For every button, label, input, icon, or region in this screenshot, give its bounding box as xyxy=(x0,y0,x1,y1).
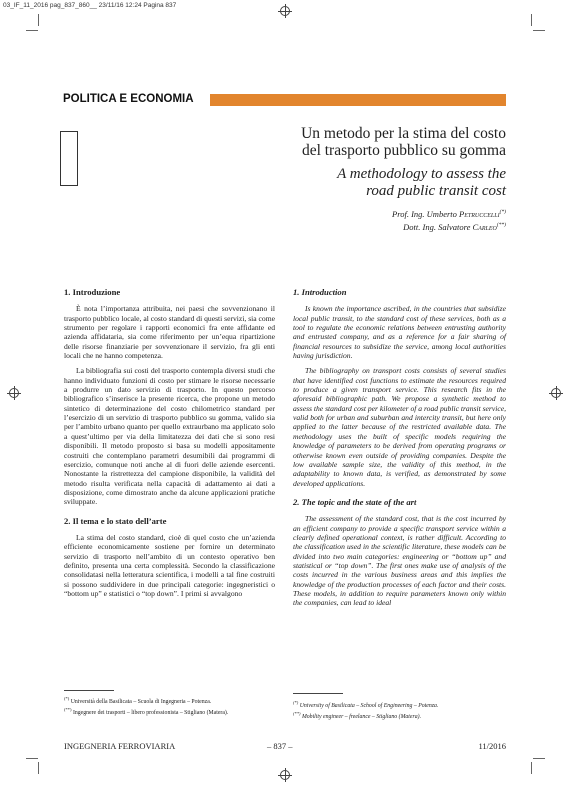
author-name: Prof. Ing. Umberto xyxy=(392,208,460,219)
title-italian xyxy=(186,125,506,159)
footnote: (*) University of Basilicata – School of Engineering – Potenza. xyxy=(293,700,439,709)
author-line xyxy=(246,220,506,233)
italian-column xyxy=(64,288,275,598)
english-column xyxy=(293,288,506,608)
crop-mark xyxy=(533,758,545,759)
crop-mark xyxy=(38,14,39,26)
decorative-frame xyxy=(60,131,78,186)
section-accent-bar xyxy=(210,94,506,106)
footnote-rule xyxy=(293,693,343,694)
crop-mark xyxy=(531,762,532,774)
heading-introduzione: 1. Introduzione xyxy=(64,287,121,297)
registration-mark-icon xyxy=(280,6,290,16)
heading-topic: 2. The topic and the state of the art xyxy=(293,496,417,507)
title-english-line: A methodology to assess the xyxy=(337,166,506,182)
heading-tema: 2. Il tema e lo stato dell’arte xyxy=(64,515,167,526)
registration-mark-icon xyxy=(280,770,290,780)
footnote: (**) Mobility engineer – freelance – Stigliano (Matera). xyxy=(293,710,422,720)
page-number: – 837 – xyxy=(267,741,293,751)
title-italian-line: Un metodo per la stima del costo xyxy=(301,125,506,142)
author-list xyxy=(246,207,506,233)
footnote: (*) Università della Basilicata – Scuola di Ingegneria – Potenza. xyxy=(64,696,212,705)
paragraph: The assessment of the standard cost, that is the cost incurred by an efficient company to provide a specific transport service within a clearly defined operational context, is rather difficult. According to the classification used in the scientific literature, these models can be divided into two main categories: engineering or “bottom up” and statistical or “top down”. The first ones make use of analysis of the costs incurred in the various business areas and this implies the knowledge of the production processes of each factor and their costs. These models, in addition to require parameters known only within the companies, can lead to ideal xyxy=(293,514,506,608)
issue-date: 11/2016 xyxy=(478,741,506,751)
paragraph: Is known the importance ascribed, in the countries that subsidize local public transit, to the standard cost of these services, both as a tool to regulate the economic relations between entrusting authority and entrusted company, and as a reference for a fair sharing of financial resources to subsidize the service, among local authorities having jurisdiction. xyxy=(293,304,506,361)
journal-name: INGEGNERIA FERROVIARIA xyxy=(64,741,176,751)
title-english xyxy=(186,166,506,200)
footnote: (**) Ingegnere dei trasporti – libero professionista – Stigliano (Matera). xyxy=(64,706,229,716)
registration-mark-icon xyxy=(551,388,561,398)
crop-mark xyxy=(531,14,532,26)
footnotes-italian xyxy=(64,695,275,717)
footnotes-english xyxy=(293,699,506,721)
crop-mark xyxy=(26,30,38,31)
heading-introduction: 1. Introduction xyxy=(293,287,347,297)
registration-mark-icon xyxy=(9,388,19,398)
crop-mark xyxy=(26,758,38,759)
paragraph: La bibliografia sui costi del trasporto contempla diversi studi che hanno individuato funzioni di costo per stimare le risorse necessarie a produrre un dato servizio di trasporto. In questo percorso bibliografico s’inserisce la presente ricerca, che propone un metodo sintetico di determinazione del costo chilometrico standard per l’esercizio di un servizio di trasporto pubblico su gomma, valido sia per l’ambito urbano quanto per quello extraurbano ma applicato solo a quest’ultimo per via della limitatezza dei dati che si sono resi disponibili. Il metodo proposto si basa su modelli appositamente costruiti che contemplano parametri desumibili dai programmi di esercizio, comunque noti anche al di fuori delle aziende esercenti. Nonostante la ristrettezza del campione disponibile, la validità del metodo risulta verificata nella capacità di adattamento ai dati a disposizione, come dimostrato anche da alcune applicazioni pratiche sviluppate. xyxy=(64,366,275,507)
author-line xyxy=(246,207,506,220)
title-italian-line: del trasporto pubblico su gomma xyxy=(301,142,506,159)
print-slug: 03_IF_11_2016 pag_837_860__ 23/11/16 12:24 Pagina 837 xyxy=(3,2,177,9)
author-surname: Petruccelli xyxy=(459,208,500,219)
author-footnote-mark: (**) xyxy=(496,221,506,228)
footnote-rule xyxy=(64,690,114,691)
title-english-line: road public transit cost xyxy=(366,183,506,199)
paragraph: The bibliography on transport costs consists of several studies that have identified cost functions to estimate the resources required to produce a given transport service. This research fits in the aforesaid bibliographic path. We propose a synthetic method to assess the standard cost per kilometer of a road public transit service, valid both for urban and suburban and intercity transit, but here only applied to the latter because of the restricted available data. The methodology uses the built of specific models requiring the knowledge of parameters to be derived from operating programs or otherwise known even outside of providing companies. Despite the low available sample size, the validity of this method, in the adaptability to known data, is verified, as demonstrated by some developed applications. xyxy=(293,366,506,488)
crop-mark xyxy=(533,30,545,31)
author-name: Dott. Ing. Salvatore xyxy=(403,221,473,232)
paragraph: La stima del costo standard, cioè di quel costo che un’azienda efficiente economicamente sostiene per fornire un determinato servizio di trasporto nell’ambito di un contesto operativo ben definito, presenta una certa complessità. Secondo la classificazione consolidatasi nella letteratura scientifica, i modelli a tal fine costruiti si possono suddividere in due principali categorie: ingegneristici o “bottom up” e statistici o “top down”. I primi si avvalgono xyxy=(64,532,275,598)
crop-mark xyxy=(38,762,39,774)
section-heading: POLITICA E ECONOMIA xyxy=(63,93,194,105)
paragraph: È nota l’importanza attribuita, nei paesi che sovvenzionano il trasporto pubblico locale, al costo standard di questi servizi, sia come strumento per regolare i rapporti economici fra ente affidante ed azienda affidataria, sia come riferimento per un’equa ripartizione delle risorse finanziarie per sovvenzionare il servizio, fra gli enti locali che ne hanno competenza. xyxy=(64,304,275,361)
author-surname: Carleo xyxy=(472,221,497,232)
author-footnote-mark: (*) xyxy=(499,209,506,215)
